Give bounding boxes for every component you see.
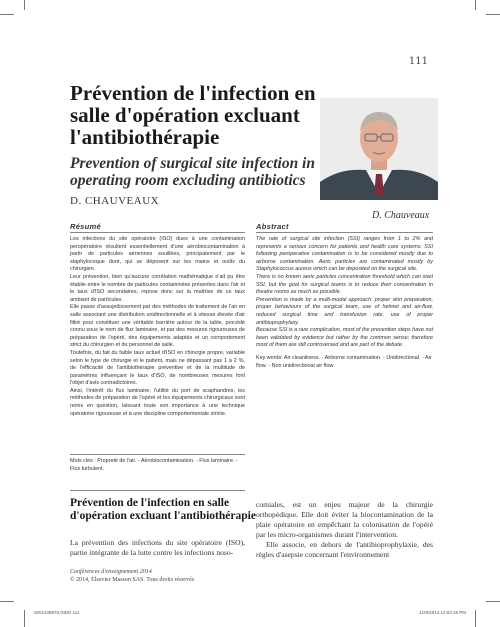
resume-text [70, 236, 245, 418]
author-portrait-image [320, 98, 438, 200]
resume-keywords: Mots clés : Propreté de l'air. - Aérobiocontamination. - Flux laminaire. - Flux turbulent. [70, 458, 238, 472]
abstract-paragraph: Prevention is made by a multi-modal approach: proper skin preparation, proper behaviours of the surgical team, use of helmet and air-flow, reduced surgical time and transfusion rate, use of proper antibioprophylaxy. [256, 296, 433, 326]
footer-journal: Conférences d'enseignement 2014 [70, 569, 152, 575]
crop-mark [0, 14, 14, 15]
page-number: 111 [408, 56, 428, 67]
resume-heading: Résumé [70, 222, 101, 231]
author-photo [320, 98, 438, 200]
resume-paragraph: Leur prévention, bien qu'aucune corrélation mathématique n'ait pu être établie entre le nombre de particules contaminées présentes dans l'air et le taux d'ISO secondaires, repose donc sur la maîtrise de ce taux ambiant de particules. [70, 273, 245, 303]
body-left-text: La prévention des infections du site opératoire (ISO), partie intégrante de la lutte contre les infections noso- [70, 538, 245, 557]
crop-mark [486, 14, 500, 15]
crop-mark [24, 610, 25, 627]
body-right-text [256, 500, 433, 560]
abstract-paragraph: There is no known aeric particles concentration threshold which can start SSI, but the goal for surgical teams is to reduce their concentration in theatre rooms as much as possible. [256, 273, 433, 296]
body-section-title: Prévention de l'infection en salle d'opération excluant l'antibiothérapie [70, 497, 256, 522]
article-subtitle: Prevention of surgical site infection in operating room excluding antibiotics [70, 155, 315, 189]
photo-caption: D. Chauveaux [372, 210, 430, 221]
author-name: D. CHAUVEAUX [70, 195, 160, 207]
body-paragraph: Elle associe, en dehors de l'antibioprophylaxie, des règles d'asepsie concernant l'environnement [256, 540, 433, 559]
footer-copyright: © 2014, Elsevier Masson SAS. Tous droits réservés [70, 576, 195, 583]
resume-rule [70, 232, 245, 233]
body-paragraph: comiales, est un enjeu majeur de la chirurgie orthopédique. Elle doit éviter la biocontamination de la plaie opératoire en empêchant la colonisation de l'opéré par les micro-organismes durant l'intervention. [256, 500, 433, 539]
article-title: Prévention de l'infection en salle d'opération excluant l'antibiothérapie [70, 81, 316, 149]
crop-mark [24, 0, 25, 10]
abstract-rule [256, 232, 433, 233]
resume-keywords-rule [70, 454, 245, 455]
crop-mark [475, 0, 476, 10]
abstract-paragraph: The rate of surgical site infection (SSI) ranges from 1 to 2% and represents a serious concern for patients and health care systems. SSI following peroperative contamination is to be considered mostly due to airborne contamination. Aeric particles are contaminated mostly by Staphylococcus aureus which can be deposited on the surgical site. [256, 236, 433, 273]
crop-mark [0, 601, 14, 602]
body-rule [70, 490, 245, 491]
abstract-paragraph: Because SSI is a rare complication, most of the prevention steps have not been validated by evidence but rather by the common sense; therefore most of them are still controversed and are part of the debate. [256, 327, 433, 349]
crop-mark [486, 601, 500, 602]
slug-date: 1/29/2014 12:03:15 PM [419, 610, 466, 615]
resume-paragraph: Toutefois, du fait du faible taux actuel d'ISO en chirurgie propre, variable selon le type de chirurgie et le patient, mais ne dépassant pas 1 à 2 %, de l'efficacité de l'antibiothérapie préventive et de la multitude de paramètres influençant le taux d'ISO, de nombreuses mesures font l'objet d'avis contradictoires. [70, 349, 245, 387]
footer [70, 569, 250, 584]
resume-paragraph: Les infections du site opératoire (ISO) dues à une contamination peropératoire résultent essentiellement d'une aérobiocontamination à partir de particules aériennes souillées, principalement par le staphylocoque doré, qui se déposent sur les mains et outils du chirurgien. [70, 236, 245, 273]
slug-file: 0002108875.INDD 111 [34, 610, 80, 615]
abstract-heading: Abstract [256, 222, 289, 231]
resume-paragraph: Elle passe d'assujettissement par des méthodes de traitement de l'air en salle associant une distribution unidirectionnelle et à vitesse élevée d'air filtré pour constituer une véritable barrière autour de la table, procédé connu sous le nom de flux laminaire, et par des mesures rigoureuses de préparation de l'opéré, des équipements adaptés et un comportement strict du chirurgien et du personnel de salle. [70, 304, 245, 349]
resume-paragraph: Ainsi, l'intérêt du flux laminaire, l'utilité du port de scaphandres, les méthodes de préparation de l'opéré et les équipements chirurgicaux sont remis en question, laissant toute son importance à une technique opératoire rigoureuse et à une discipline comportementale stricte. [70, 387, 245, 417]
abstract-text [256, 236, 433, 350]
crop-mark [475, 610, 476, 627]
abstract-keywords: Key words: Air cleanliness. - Airborne contamination. - Unidirectional. - Air flow. - Non unidirectional air flow. [256, 355, 432, 369]
